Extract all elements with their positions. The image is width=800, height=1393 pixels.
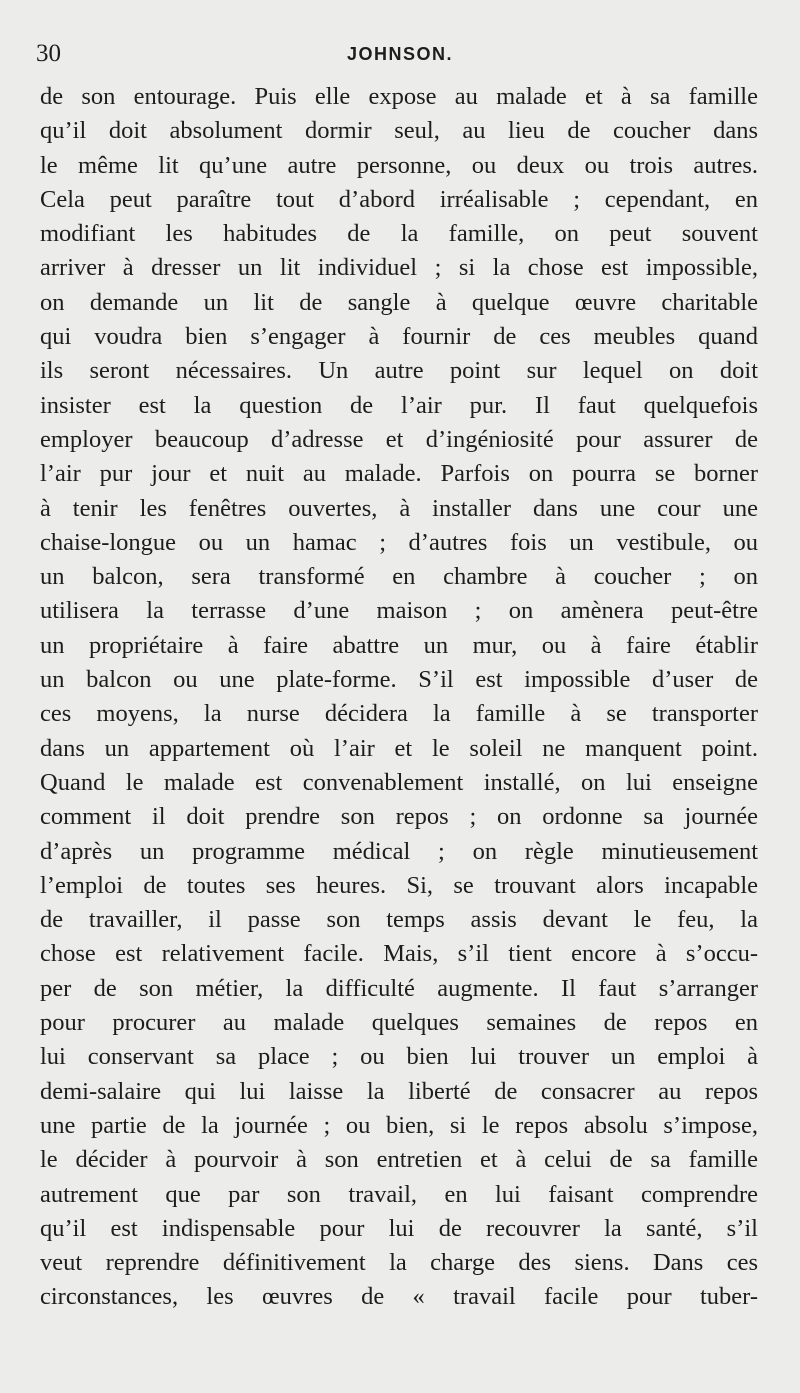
text-line: per de son métier, la difficulté augmente. Il faut s’arranger <box>40 974 758 1002</box>
text-line: de son entourage. Puis elle expose au malade et à sa famille <box>40 83 758 110</box>
text-line: d’après un programme médical ; on règle minutieusement <box>40 837 758 865</box>
body-text <box>40 80 758 1315</box>
page-header <box>36 40 764 74</box>
text-line: ces moyens, la nurse décidera la famille à se transporter <box>40 700 758 728</box>
running-title: JOHNSON. <box>346 44 454 64</box>
text-line: un balcon, sera transformé en chambre à coucher ; on <box>40 563 758 591</box>
page-number: 30 <box>36 40 61 67</box>
text-line: à tenir les fenêtres ouvertes, à installer dans une cour une <box>40 494 758 522</box>
text-line: une partie de la journée ; ou bien, si le repos absolu s’impose, <box>40 1111 758 1139</box>
text-line: un propriétaire à faire abattre un mur, ou à faire établir <box>40 631 758 659</box>
text-line: chose est relativement facile. Mais, s’il tient encore à s’occu- <box>40 940 758 968</box>
text-line: Quand le malade est convenablement installé, on lui enseigne <box>40 768 758 796</box>
text-line: autrement que par son travail, en lui faisant comprendre <box>40 1180 758 1208</box>
text-line: dans un appartement où l’air et le soleil ne manquent point. <box>40 734 758 762</box>
text-line: on demande un lit de sangle à quelque œuvre charitable <box>40 288 758 316</box>
text-line: circonstances, les œuvres de « travail facile pour tuber- <box>40 1283 758 1311</box>
text-line: lui conservant sa place ; ou bien lui trouver un emploi à <box>40 1043 758 1071</box>
text-line: l’emploi de toutes ses heures. Si, se trouvant alors incapable <box>40 871 758 899</box>
text-line: Cela peut paraître tout d’abord irréalisable ; cependant, en <box>40 185 758 213</box>
text-line: qui voudra bien s’engager à fournir de ces meubles quand <box>40 323 758 351</box>
text-line: chaise-longue ou un hamac ; d’autres fois un vestibule, ou <box>40 528 758 556</box>
text-line: l’air pur jour et nuit au malade. Parfois on pourra se borner <box>40 460 758 488</box>
text-line: le décider à pourvoir à son entretien et à celui de sa famille <box>40 1146 758 1174</box>
text-line: ils seront nécessaires. Un autre point sur lequel on doit <box>40 357 758 385</box>
text-line: comment il doit prendre son repos ; on ordonne sa journée <box>40 803 758 831</box>
text-line: un balcon ou une plate-forme. S’il est impossible d’user de <box>40 666 758 694</box>
text-line: demi-salaire qui lui laisse la liberté de consacrer au repos <box>40 1077 758 1105</box>
text-line: qu’il est indispensable pour lui de recouvrer la santé, s’il <box>40 1214 758 1242</box>
text-line: modifiant les habitudes de la famille, on peut souvent <box>40 220 758 248</box>
text-line: qu’il doit absolument dormir seul, au lieu de coucher dans <box>40 117 758 145</box>
text-line: arriver à dresser un lit individuel ; si la chose est impossible, <box>40 254 758 282</box>
text-line: pour procurer au malade quelques semaines de repos en <box>40 1009 758 1037</box>
text-line: veut reprendre définitivement la charge des siens. Dans ces <box>40 1249 758 1277</box>
text-line: utilisera la terrasse d’une maison ; on amènera peut-être <box>40 597 758 625</box>
text-line: employer beaucoup d’adresse et d’ingéniosité pour assurer de <box>40 425 758 453</box>
text-line: le même lit qu’une autre personne, ou deux ou trois autres. <box>40 151 758 179</box>
text-line: insister est la question de l’air pur. Il faut quelquefois <box>40 391 758 419</box>
text-line: de travailler, il passe son temps assis devant le feu, la <box>40 906 758 934</box>
